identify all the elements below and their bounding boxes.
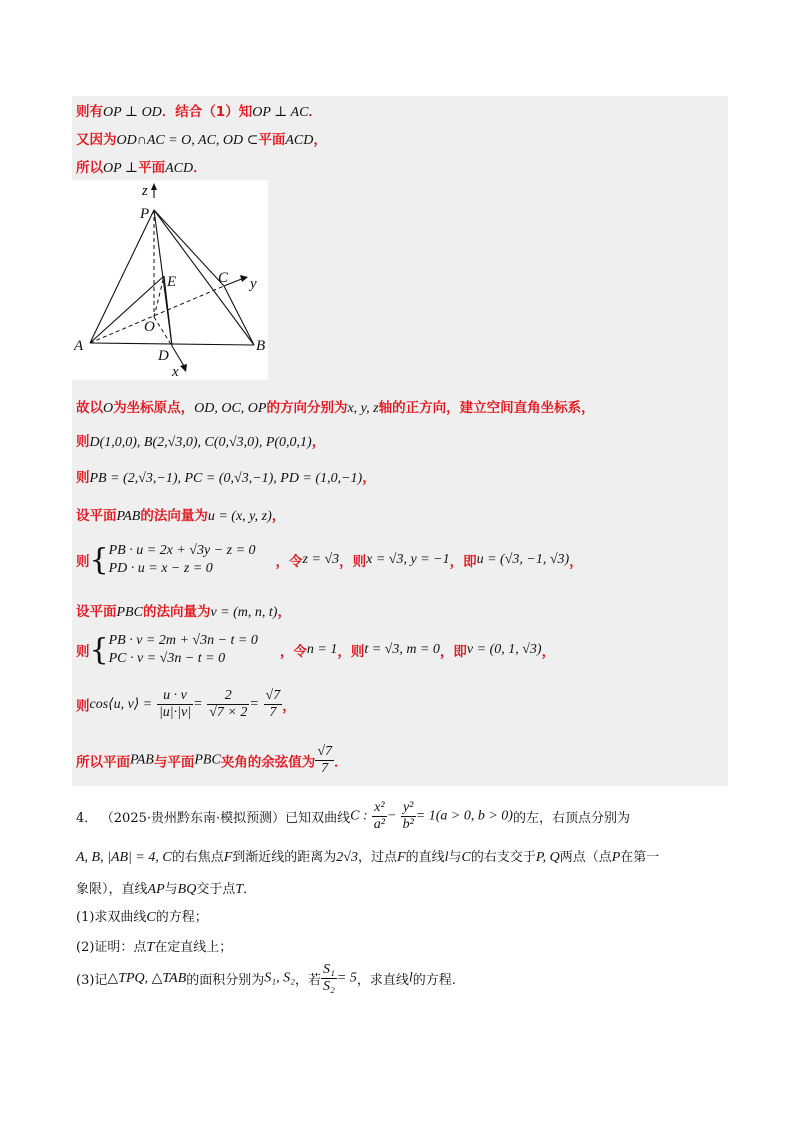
label-o: O <box>144 319 155 335</box>
math: v = (0, 1, √3) <box>466 642 542 657</box>
fraction <box>264 688 283 721</box>
denominator: √7 × 2 <box>209 705 248 720</box>
solution-line-5 <box>76 430 325 451</box>
text: ， <box>282 698 296 715</box>
math: A, B, |AB| = 4, C <box>76 850 172 865</box>
math: n = 1 <box>306 642 338 657</box>
label-y: y <box>250 276 257 292</box>
text: ． <box>334 754 348 771</box>
math: O <box>103 401 114 416</box>
label-b: B <box>256 338 266 354</box>
math: F <box>223 850 233 865</box>
solution-line-1 <box>76 100 322 121</box>
equation: PB · u = 2x + √3y − z = 0 <box>108 543 256 558</box>
edge-oe-dashed <box>154 276 164 317</box>
text: ，则 <box>337 644 365 660</box>
x-arrow <box>180 364 187 372</box>
brace: { <box>89 542 109 578</box>
edge-pc <box>154 210 224 286</box>
text: (2)证明：点 <box>76 940 147 955</box>
text: 与 <box>448 850 462 865</box>
math: PBC <box>194 752 221 768</box>
math: D(1,0,0), B(2,√3,0), C(0,√3,0), P(0,0,1) <box>89 435 312 450</box>
math: C <box>146 910 156 925</box>
equation: PB · v = 2m + √3n − t = 0 <box>108 633 258 648</box>
label-e: E <box>167 274 177 290</box>
solution-line-4 <box>76 396 595 417</box>
math: ACD <box>165 161 194 176</box>
text: (3)记 <box>76 973 108 988</box>
math: = <box>193 696 203 712</box>
text: 则有 <box>76 104 103 120</box>
text: ， <box>541 644 556 660</box>
solution-line-11 <box>76 688 296 721</box>
math: v = (m, n, t) <box>210 605 278 620</box>
fraction <box>207 688 249 721</box>
math: ACD <box>285 133 314 148</box>
text: ， <box>569 554 583 570</box>
text: 在第一 <box>620 850 660 865</box>
math: F <box>397 850 406 865</box>
math: u = (√3, −1, √3) <box>476 552 570 567</box>
fraction <box>401 800 416 833</box>
label-p: P <box>140 206 150 222</box>
fraction <box>321 962 337 995</box>
math: t = √3, m = 0 <box>364 642 440 657</box>
label-c: C <box>218 270 229 286</box>
solution-line-6 <box>76 466 376 487</box>
fraction <box>315 744 334 777</box>
text: 则 <box>76 434 90 450</box>
math: S₁, S₂ <box>264 970 296 986</box>
math: T <box>235 882 244 897</box>
denominator: a² <box>373 817 385 832</box>
question-line-2 <box>76 846 659 866</box>
text: 交于点 <box>196 882 236 897</box>
math: C <box>461 850 471 865</box>
math: cos⟨u, v⟩ = <box>89 697 153 712</box>
pyramid-figure <box>72 180 268 380</box>
text: ，即 <box>439 644 467 660</box>
math: = <box>249 696 259 712</box>
question-part-1 <box>76 906 208 926</box>
math: C : <box>350 808 368 824</box>
text: ， <box>311 434 326 450</box>
text: 与 <box>164 882 178 897</box>
text: 在定直线上； <box>154 940 233 955</box>
label-d: D <box>158 348 169 364</box>
numerator: 2 <box>207 688 249 705</box>
math: − <box>386 808 397 824</box>
math: P, Q <box>535 850 560 865</box>
text: 的右焦点 <box>171 850 224 865</box>
solution-line-10 <box>76 632 555 668</box>
solution-line-8 <box>76 542 583 578</box>
math: = 5 <box>336 970 357 986</box>
text: ， <box>313 132 327 148</box>
text: 则 <box>76 554 90 570</box>
text: 的直线 <box>405 850 445 865</box>
text: 两点（点 <box>559 850 612 865</box>
text: ．结合（1）知 <box>161 104 253 120</box>
math: OD∩AC = O, AC, OD ⊂ <box>116 133 259 148</box>
equation-system <box>109 632 258 668</box>
math: △TPQ, △TAB <box>107 971 187 986</box>
numerator: √7 <box>317 744 332 759</box>
math: OD, OC, OP <box>194 401 267 416</box>
math: = 1(a > 0, b > 0) <box>415 808 513 824</box>
math: x, y, z <box>347 401 379 416</box>
text: 的方程. <box>412 973 456 988</box>
text: ． <box>308 104 322 120</box>
label-z: z <box>142 183 148 199</box>
equation-system <box>109 542 256 578</box>
text: 设平面 <box>76 604 117 620</box>
text: ， <box>362 470 376 486</box>
math: BQ <box>177 882 197 897</box>
numerator: x² <box>372 800 387 817</box>
text: ． <box>193 160 207 176</box>
edge-ac-dashed <box>90 286 224 343</box>
text: ，令 <box>279 644 307 660</box>
denominator: b² <box>402 817 414 832</box>
denominator: |u|·|v| <box>158 705 192 720</box>
question-part-3 <box>76 962 456 995</box>
solution-line-12 <box>76 744 348 777</box>
text: ． <box>243 882 257 897</box>
math: l <box>444 850 449 865</box>
text: 的方向分别为 <box>266 400 348 416</box>
text: ，若 <box>295 973 322 988</box>
math: l <box>408 970 413 986</box>
math: OP ⊥ AC <box>252 105 309 120</box>
text: (1)求双曲线 <box>76 910 147 925</box>
fraction <box>157 688 193 721</box>
text: 平面 <box>138 160 166 176</box>
y-arrow <box>240 275 248 282</box>
x-axis <box>172 346 184 366</box>
equation: PC · v = √3n − t = 0 <box>108 651 226 666</box>
fraction <box>372 800 387 833</box>
solution-line-2 <box>76 128 327 149</box>
math: PAB <box>130 752 154 768</box>
text: 的左，右顶点分别为 <box>512 811 630 826</box>
solution-line-7 <box>76 504 285 525</box>
label-a: A <box>74 338 84 354</box>
z-arrow <box>151 183 157 190</box>
text: 轴的正方向，建立空间直角坐标系， <box>378 400 595 416</box>
math: 2√3 <box>336 850 358 865</box>
text: 平面 <box>258 132 286 148</box>
math: OP ⊥ OD <box>103 105 162 120</box>
numerator: √7 <box>265 688 281 703</box>
text: 的法向量为 <box>142 604 211 620</box>
math: AP <box>147 882 165 897</box>
label-x: x <box>172 364 179 380</box>
math: z = √3 <box>302 552 340 567</box>
text: 夹角的余弦值为 <box>220 754 316 771</box>
text: 为坐标原点， <box>113 400 195 416</box>
question-line-3 <box>76 878 256 898</box>
denominator: 7 <box>321 761 329 776</box>
text: ，求直线 <box>356 973 409 988</box>
math: x = √3, y = −1 <box>366 552 450 567</box>
math: T <box>146 940 155 955</box>
text: 到渐近线的距离为 <box>232 850 337 865</box>
question-source: （2025·贵州黔东南·模拟预测）已知双曲线 <box>107 811 351 826</box>
text: 所以 <box>76 160 103 176</box>
pyramid-diagram <box>72 180 268 380</box>
text: ， <box>271 508 286 524</box>
text: 的法向量为 <box>140 508 208 524</box>
solution-line-3 <box>76 156 207 177</box>
text: 的方程； <box>155 910 208 925</box>
edge-cb <box>224 286 254 345</box>
numerator: y² <box>401 800 416 817</box>
equation: PD · u = x − z = 0 <box>108 561 213 576</box>
math: u = (x, y, z) <box>207 509 272 524</box>
math: OP ⊥ <box>103 161 139 176</box>
brace: { <box>89 632 109 668</box>
math: PB = (2,√3,−1), PC = (0,√3,−1), PD = (1,0,−1) <box>89 471 363 486</box>
numerator: u · v <box>157 688 193 705</box>
text: 设平面 <box>76 508 117 524</box>
denominator: S₂ <box>323 979 335 994</box>
math: P <box>611 850 621 865</box>
text: ，则 <box>339 554 367 570</box>
math: PBC <box>116 605 143 620</box>
question-line-1 <box>76 800 630 833</box>
text: ，令 <box>275 554 303 570</box>
text: 故以 <box>76 400 103 416</box>
math: PAB <box>116 509 141 524</box>
text: 的面积分别为 <box>186 973 265 988</box>
text: ，即 <box>449 554 477 570</box>
text: 则 <box>76 698 90 715</box>
text: ， <box>277 604 291 620</box>
text: 象限），直线 <box>76 882 148 897</box>
text: 则 <box>76 470 90 486</box>
text: 的右支交于 <box>470 850 536 865</box>
question-part-2 <box>76 936 232 956</box>
text: 又因为 <box>76 132 117 148</box>
text: ，过点 <box>357 850 397 865</box>
denominator: 7 <box>269 705 277 720</box>
numerator: S₁ <box>323 962 335 977</box>
question-number: 4． <box>76 811 98 826</box>
text: 与平面 <box>153 754 195 771</box>
text: 则 <box>76 644 90 660</box>
solution-line-9 <box>76 600 291 621</box>
text: 所以平面 <box>76 754 130 771</box>
